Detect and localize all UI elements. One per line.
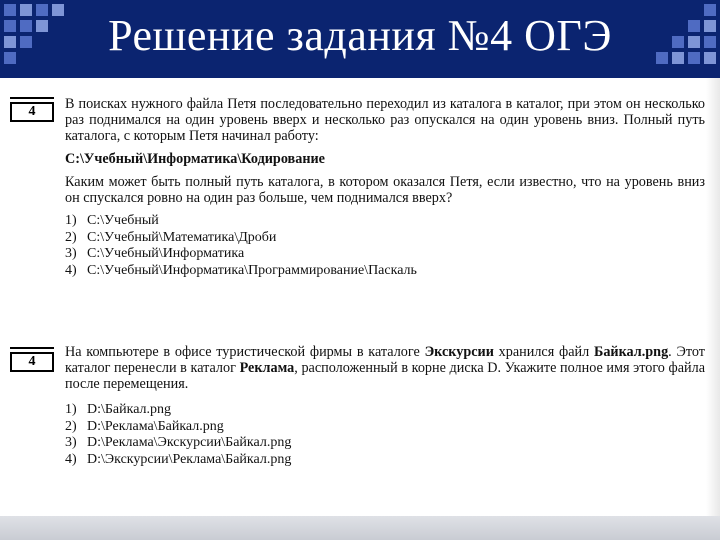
answer-option: 2) D:\Реклама\Байкал.png [65, 418, 224, 434]
title-banner [0, 0, 720, 78]
task-1-paragraph: В поисках нужного файла Петя последовательно переходил из каталога в каталог, при этом он несколько раз поднимался на один уровень вверх и несколько раз опускался на один уровень вниз. Полный путь каталога, с которым Петя начинал работу: [65, 96, 705, 144]
answer-option: 3) С:\Учебный\Информатика [65, 246, 245, 261]
task-1-start-path: С:\Учебный\Информатика\Кодирование [65, 151, 325, 167]
task-1-question: Каким может быть полный путь каталога, в котором оказался Петя, если известно, что на уровень вниз он спускался ровно на один раз больше, чем поднимался вверх? [65, 174, 705, 206]
answer-option: 4) D:\Экскурсии\Реклама\Байкал.png [65, 451, 292, 467]
answer-option: 3) D:\Реклама\Экскурсии\Байкал.png [65, 435, 292, 450]
answer-option: 1) D:\Байкал.png [65, 402, 172, 417]
task-number-badge: 4 [10, 102, 54, 122]
task-1 [65, 96, 705, 279]
answer-option: 1) С:\Учебный [65, 213, 159, 228]
footer-bar [0, 516, 720, 540]
answer-option: 2) С:\Учебный\Математика\Дроби [65, 229, 277, 245]
answer-option: 4) С:\Учебный\Информатика\Программирование\Паскаль [65, 262, 417, 278]
task-number-badge: 4 [10, 352, 54, 372]
task-2-answers [65, 402, 705, 468]
task-2-paragraph: На компьютере в офисе туристической фирмы в каталоге Экскурсии хранился файл Байкал.png. Этот каталог перенесли в каталог Реклама, расположенный в корне диска D. Укажите полное имя этого файла после перемещения. [65, 344, 706, 392]
page-title: Решение задания №4 ОГЭ [108, 11, 612, 60]
task-2 [65, 344, 705, 468]
page-edge-shadow [706, 78, 720, 516]
task-1-answers [65, 213, 705, 279]
